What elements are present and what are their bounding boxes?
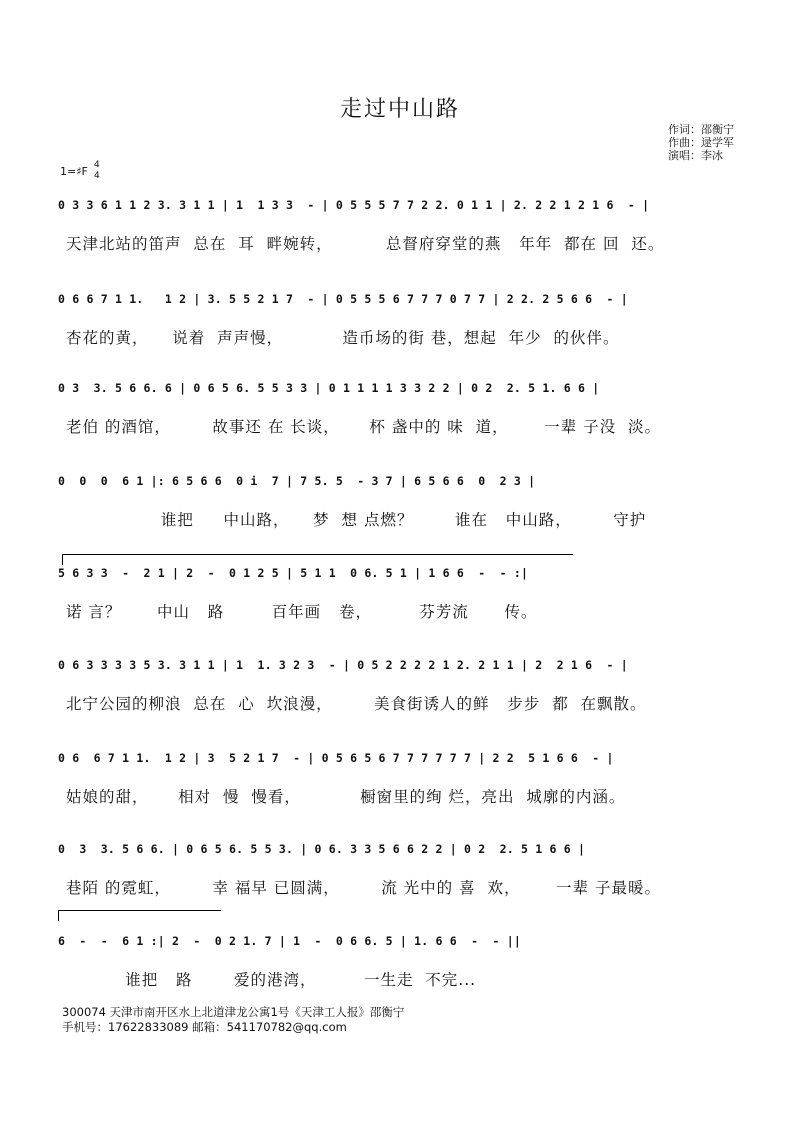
notation-line: 0 3 3. 5 6 6. 6 | 0 6 5 6. 5 5 3 3 | 0 1 1 1 1 3 3 2 2 | 0 2 2. 5 1. 6 6 | [58, 381, 600, 395]
lyric-line: 谁把 路 爱的港湾， 一生走 不完... [66, 971, 477, 989]
notation-line: 0 3 3. 5 6 6. | 0 6 5 6. 5 5 3. | 0 6. 3 3 5 6 6 2 2 | 0 2 2. 5 1 6 6 | [58, 842, 586, 856]
lyric-line: 巷陌 的霓虹， 幸 福早 已圆满， 流 光中的 喜 欢， 一辈 子最暖。 [66, 879, 661, 897]
time-signature [94, 160, 100, 182]
meter-top: 4 [94, 160, 100, 170]
song-title: 走过中山路 [339, 97, 460, 122]
key-signature: 1=♯F [60, 165, 88, 178]
notation-line: 6 - - 6 1 :| 2 - 0 2 1. 7 | 1 - 0 6 6. 5 | 1. 6 6 - - || [58, 934, 522, 948]
lyric-line: 北宁公园的柳浪 总在 心 坎浪漫， 美食街诱人的鲜 步步 都 在飘散。 [66, 695, 647, 713]
footer-contact [62, 1005, 404, 1035]
notation-line: 0 6 3 3 3 3 5 3. 3 1 1 | 1 1. 3 2 3 - | 0 5 2 2 2 2 1 2. 2 1 1 | 2 2 1 6 - | [58, 658, 628, 672]
meter-bottom: 4 [94, 171, 100, 181]
composer-credit: 作曲：逯学军 [668, 136, 734, 149]
lyric-line: 姑娘的甜， 相对 慢 慢看， 橱窗里的绚 烂，亮出 城廓的内涵。 [66, 788, 626, 806]
notation-line: 0 6 6 7 1 1. 1 2 | 3 5 2 1 7 - | 0 5 6 5 6 7 7 7 7 7 7 | 2 2 5 1 6 6 - | [58, 751, 614, 765]
lyric-line: 老伯 的酒馆， 故事还 在 长谈， 杯 盏中的 味 道， 一辈 子没 淡。 [66, 418, 661, 436]
lyric-line: 诺 言？ 中山 路 百年画 卷， 芬芳流 传。 [66, 603, 538, 621]
notation-line: 5 6 3 3 - 2 1 | 2 - 0 1 2 5 | 5 1 1 0 6. 5 1 | 1 6 6 - - :| [58, 566, 529, 580]
footer-phone-email: 手机号：17622833089 邮箱：541170782@qq.com [62, 1020, 347, 1034]
lyric-line: 谁把 中山路， 梦 想 点燃？ 谁在 中山路， 守护 [66, 511, 647, 529]
credits-block [668, 123, 734, 162]
footer-address: 300074 天津市南开区水上北道津龙公寓1号《天津工人报》邵衡宁 [62, 1005, 405, 1019]
lyric-line: 杏花的黄， 说着 声声慢， 造币场的街 巷，想起 年少 的伙伴。 [66, 329, 620, 347]
notation-line: 0 3 3 6 1 1 2 3. 3 1 1 | 1 1 3 3 - | 0 5 5 5 7 7 2 2. 0 1 1 | 2. 2 2 1 2 1 6 - | [58, 198, 650, 212]
lyricist-credit: 作词：邵衡宁 [668, 123, 734, 136]
second-ending-bracket [58, 910, 221, 921]
notation-line: 0 6 6 7 1 1. 1 2 | 3. 5 5 2 1 7 - | 0 5 5 5 6 7 7 7 0 7 7 | 2 2. 2 5 6 6 - | [58, 292, 628, 306]
notation-line: 0 0 0 6 1 |: 6 5 6 6 0 i 7 | 7 5. 5 - 3 7 | 6 5 6 6 0 2 3 | [58, 474, 536, 488]
singer-credit: 演唱：李冰 [668, 149, 723, 162]
lyric-line: 天津北站的笛声 总在 耳 畔婉转， 总督府穿堂的燕 年年 都在 回 还。 [66, 235, 665, 253]
